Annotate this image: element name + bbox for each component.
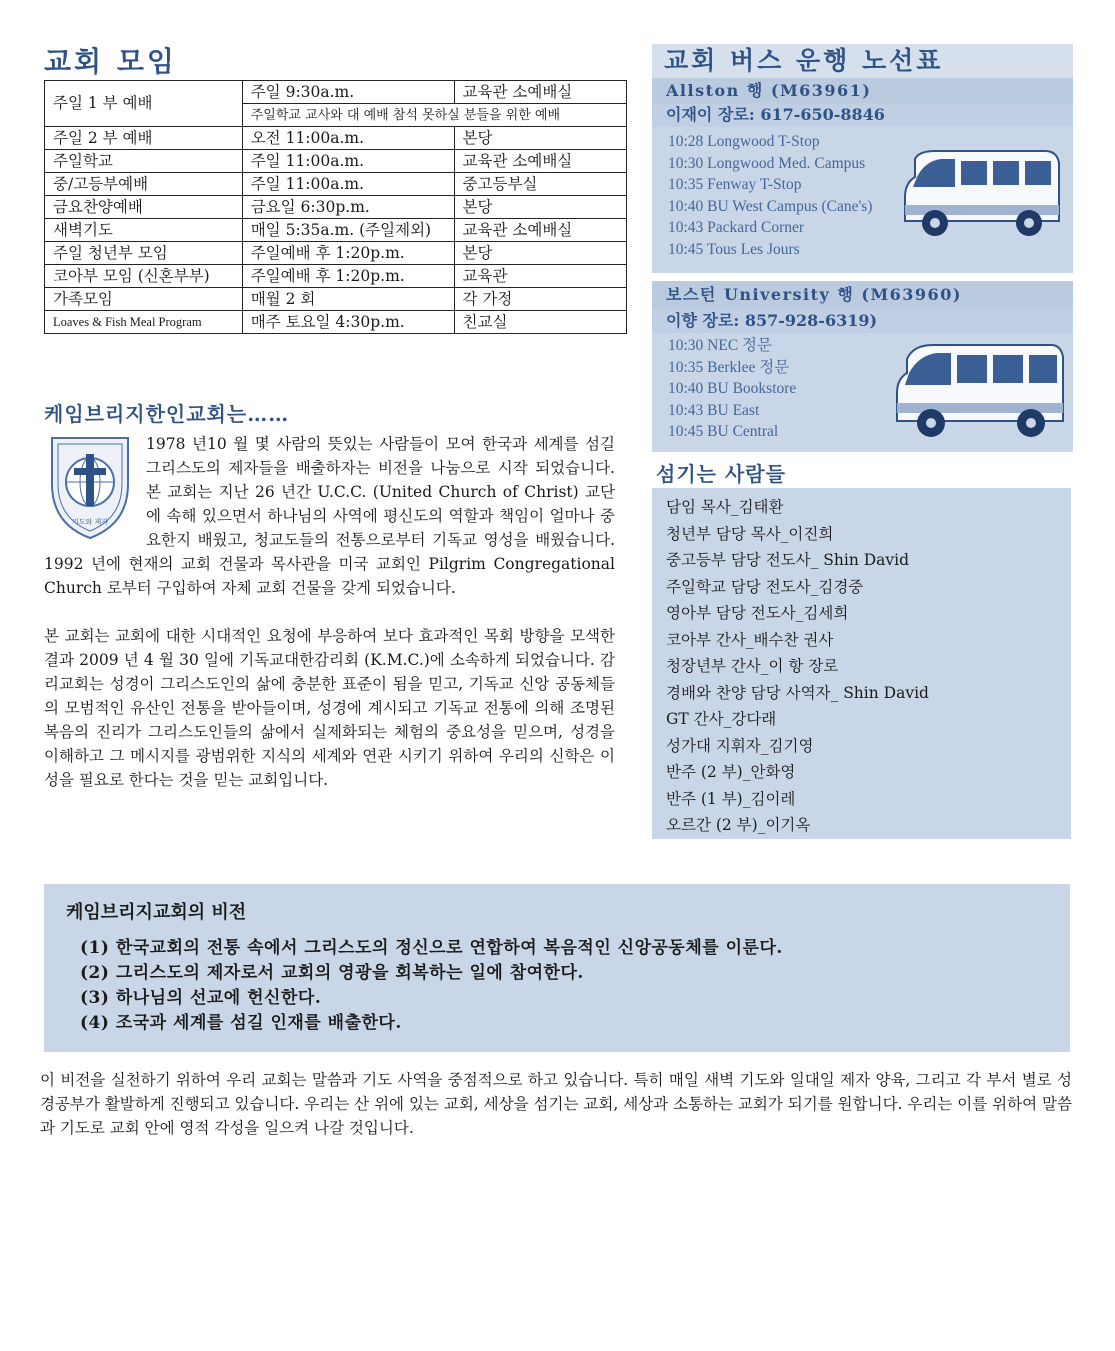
list-item: 10:45 BU Central — [668, 423, 779, 440]
list-item: 10:43 BU East — [668, 401, 760, 419]
list-item: (1) 한국교회의 전통 속에서 그리스도의 정신으로 연합하여 복음적인 신앙공동체를 이룬다. — [80, 938, 783, 958]
list-item: 성가대 지휘자_김기영 — [666, 736, 814, 755]
route-header: 보스턴 University 행 (M63960) — [652, 281, 1073, 309]
list-item: GT 간사_강다래 — [666, 710, 777, 728]
staff-title: 섬기는 사람들 — [656, 462, 786, 486]
intro-section — [44, 432, 615, 792]
list-item: (2) 그리스도의 제자로서 교회의 영광을 회복하는 일에 참여한다. — [80, 963, 584, 983]
meeting-place: 본당 — [454, 242, 626, 265]
route-header: Allston 행 (M63961) — [652, 78, 1073, 103]
list-item: (3) 하나님의 선교에 헌신한다. — [80, 988, 322, 1008]
list-item: 영아부 담당 전도사_김세희 — [666, 604, 849, 622]
table-row — [45, 265, 627, 288]
vision-box — [44, 884, 1070, 1052]
meeting-place: 각 가정 — [454, 288, 626, 311]
meeting-place: 교육관 소예배실 — [454, 150, 626, 173]
meeting-name: 주일 청년부 모임 — [45, 242, 243, 265]
meeting-time: 오전 11:00a.m. — [242, 127, 454, 150]
meeting-name: 코아부 모임 (신혼부부) — [45, 265, 243, 288]
table-row — [45, 219, 627, 242]
intro-paragraph-1: 1978 년10 월 몇 사람의 뜻있는 사람들이 모여 한국과 세계를 섬길 그리스도의 제자들을 배출하자는 비전을 나눔으로 시작 되었습니다. 본 교회는 지난 26 년간 U.C.C. (United Church of Christ) 교단에 속해 있으면서 하나님의 사역에 평신도의 역할과 책임이 얼마나 중요한지 배웠고, 청교도들의 전통으로부터 기독교 영성을 배웠습니다. 1992 년에 현재의 교회 건물과 목사관을 미국 교회인 Pilgrim Congregational Church 로부터 구입하여 자체 교회 건물을 갖게 되었습니다. — [44, 435, 615, 597]
list-item: (4) 조국과 세계를 섬길 인재를 배출한다. — [80, 1013, 402, 1033]
staff-list — [652, 488, 1071, 839]
meeting-place: 본당 — [454, 196, 626, 219]
list-item: 반주 (2 부)_안화영 — [666, 763, 796, 781]
meeting-time: 매일 5:35a.m. (주일제외) — [242, 219, 454, 242]
list-item: 반주 (1 부)_김이레 — [666, 789, 796, 808]
intro-paragraph-2: 본 교회는 교회에 대한 시대적인 요청에 부응하여 보다 효과적인 목회 방향을 모색한 결과 2009 년 4 월 30 일에 기독교대한감리회 (K.M.C.)에 소속하게 되었습니다. 감리교회는 성경이 그리스도인의 삶에 충분한 표준이 됨을 믿고, 기독교 신앙 공동체들의 모범적인 유산인 전통을 받아들이며, 성경에 계시되고 기독교 전통에 의해 조명된 복음의 진리가 그리스도인들의 삶에서 실제화되는 체험의 중요성을 믿으며, 성경을 이해하고 그 메시지를 광범위한 지식의 세계와 연관 시키기 위하여 우리의 신학은 이성을 필요로 한다는 것을 믿는 교회입니다. — [44, 627, 615, 789]
meeting-time: 주일 9:30a.m. — [242, 81, 454, 104]
route-contact: 이향 장로: 857-928-6319) — [652, 309, 1073, 333]
meeting-time: 매월 2 회 — [242, 288, 454, 311]
list-item: 청년부 담당 목사_이진희 — [666, 524, 834, 543]
meeting-time: 금요일 6:30p.m. — [242, 196, 454, 219]
meeting-place: 중고등부실 — [454, 173, 626, 196]
list-item: 10:45 Tous Les Jours — [668, 240, 800, 258]
list-item: 10:35 Fenway T-Stop — [668, 176, 802, 193]
list-item: 10:40 BU West Campus (Cane's) — [668, 197, 873, 215]
van-icon — [891, 339, 1067, 443]
meeting-name: 가족모임 — [45, 288, 243, 311]
list-item: 10:35 Berklee 정문 — [668, 358, 790, 376]
table-row — [45, 288, 627, 311]
meeting-name: 금요찬양예배 — [45, 196, 243, 219]
meetings-title: 교회 모임 — [44, 45, 177, 78]
meeting-name: 중/고등부예배 — [45, 173, 243, 196]
table-row — [45, 127, 627, 150]
vision-title: 케임브리지교회의 비전 — [66, 902, 247, 923]
meeting-place: 교육관 소예배실 — [454, 81, 626, 104]
list-item: 주일학교 담당 전도사_김경중 — [666, 577, 864, 596]
list-item: 10:28 Longwood T-Stop — [668, 133, 820, 150]
list-item: 코아부 간사_배수찬 권사 — [666, 630, 834, 649]
bus-title: 교회 버스 운행 노선표 — [664, 46, 944, 75]
intro-title: 케임브리지한인교회는…… — [44, 402, 290, 426]
list-item: 10:30 NEC 정문 — [668, 337, 773, 354]
meeting-place: 친교실 — [454, 311, 626, 334]
meeting-name: 주일 2 부 예배 — [45, 127, 243, 150]
table-row — [45, 242, 627, 265]
meeting-time: 주일 11:00a.m. — [242, 150, 454, 173]
meeting-place: 교육관 — [454, 265, 626, 288]
closing-paragraph: 이 비전을 실천하기 위하여 우리 교회는 말씀과 기도 사역을 중점적으로 하고 있습니다. 특히 매일 새벽 기도와 일대일 제자 양육, 그리고 각 부서 별로 성경공부가 활발하게 진행되고 있습니다. 우리는 산 위에 있는 교회, 세상을 섬기는 교회, 세상과 소통하는 교회가 되기를 원합니다. 우리는 이를 위하여 말씀과 기도로 교회 안에 영적 각성을 일으켜 나갈 것입니다. — [40, 1071, 1072, 1137]
list-item: 청장년부 간사_이 항 장로 — [666, 657, 839, 675]
meeting-place: 본당 — [454, 127, 626, 150]
list-item: 10:40 BU Bookstore — [668, 380, 797, 397]
meeting-name: 주일 1 부 예배 — [45, 81, 243, 127]
bus-panel — [652, 44, 1073, 452]
table-row — [45, 150, 627, 173]
table-row — [45, 81, 627, 104]
list-item: 오르간 (2 부)_이기옥 — [666, 816, 811, 834]
route-contact: 이재이 장로: 617-650-8846 — [652, 103, 1073, 127]
meeting-name: 새벽기도 — [45, 219, 243, 242]
meeting-name: 주일학교 — [45, 150, 243, 173]
meeting-time: 매주 토요일 4:30p.m. — [242, 311, 454, 334]
list-item: 10:30 Longwood Med. Campus — [668, 154, 866, 172]
meeting-time: 주일 11:00a.m. — [242, 173, 454, 196]
van-icon — [895, 147, 1065, 243]
meeting-time: 주일예배 후 1:20p.m. — [242, 242, 454, 265]
svg-text:기도와 제자: 기도와 제자 — [71, 518, 109, 526]
list-item: 중고등부 담당 전도사_ Shin David — [666, 551, 910, 569]
church-logo-icon — [44, 432, 136, 542]
table-row — [45, 311, 627, 334]
list-item: 담임 목사_김태환 — [666, 498, 784, 516]
meeting-place: 교육관 소예배실 — [454, 219, 626, 242]
table-row — [45, 196, 627, 219]
meeting-time: 주일예배 후 1:20p.m. — [242, 265, 454, 288]
meetings-table — [44, 80, 627, 334]
meeting-name: Loaves & Fish Meal Program — [45, 311, 243, 334]
meeting-note: 주일학교 교사와 대 예배 참석 못하실 분들을 위한 예배 — [242, 104, 626, 127]
list-item: 경배와 찬양 담당 사역자_ Shin David — [666, 683, 929, 702]
list-item: 10:43 Packard Corner — [668, 219, 805, 236]
table-row — [45, 173, 627, 196]
